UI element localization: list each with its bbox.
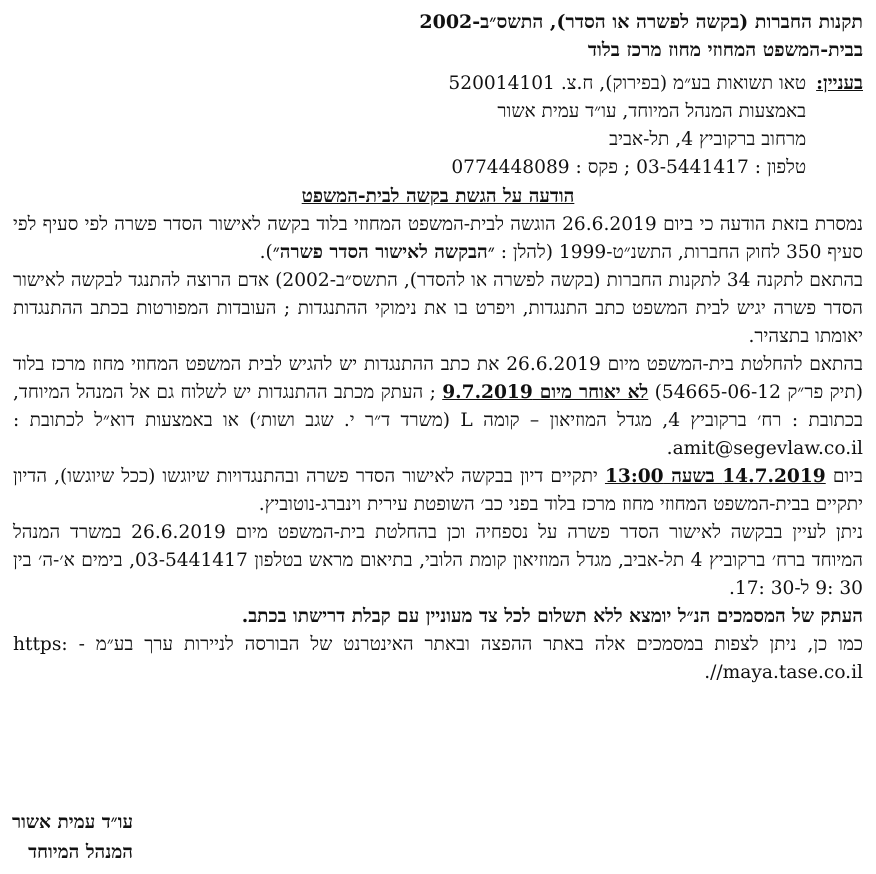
contact-email: amit@segevlaw.co.il bbox=[672, 438, 863, 459]
subject-line-company: טאו תשואות בע״מ (בפירוק), ח.צ. 520014101 bbox=[448, 73, 807, 94]
court-title: בבית-המשפט המחוזי מחוז מרכז בלוד bbox=[587, 39, 863, 61]
paragraph-hearing-text-a: ביום bbox=[825, 466, 864, 487]
paragraph-deadline-end: . bbox=[666, 438, 673, 459]
subject-line-manager: באמצעות המנהל המיוחד, עו״ד עמית אשור bbox=[497, 101, 807, 122]
subject-label: בעניין: bbox=[816, 73, 863, 94]
paragraph-objection: בהתאם לתקנה 34 לתקנות החברות (בקשה לפשרה או להסדר), התשס״ב-2002) אדם הרוצה להתנגד לבקשה לאישור הסדר פשרה יגיש לבית המשפט כתב התנגדות, ויפרט בו את נימוקי ההתנגדות ; העובדות המפורטות בכתב ההתנגדות יאומתו בתצהיר. bbox=[13, 270, 863, 347]
signature bbox=[12, 808, 133, 868]
notice-heading: הודעה על הגשת בקשה לבית-המשפט bbox=[301, 186, 575, 207]
paragraph-website bbox=[13, 631, 863, 687]
maya-url: https: //maya.tase.co.il bbox=[13, 634, 863, 683]
paragraph-deadline bbox=[13, 351, 863, 463]
signature-role: המנהל המיוחד bbox=[28, 842, 133, 863]
paragraph-filing-end: ). bbox=[259, 242, 273, 263]
request-defined-term: ״הבקשה לאישור הסדר פשרה״ bbox=[272, 242, 495, 263]
subject-block bbox=[13, 70, 863, 182]
paragraph-deadline-text-b: ; העתק מכתב ההתנגדות יש לשלוח גם אל המנהל המיוחד, בכתובת : רח׳ ברקוביץ 4, מגדל המוזיאון – קומה L (משרד ד״ר י. שגב ושות׳) או באמצעות דוא״ל לכתובת : bbox=[13, 382, 863, 431]
closing-row bbox=[13, 631, 863, 687]
paragraph-copies: העתק של המסמכים הנ״ל יומצא ללא תשלום לכל צד מעוניין עם קבלת דרישתו בכתב. bbox=[241, 606, 863, 627]
paragraph-deadline-text-a: בהתאם להחלטת בית-המשפט מיום 26.6.2019 את כתב ההתנגדות יש להגיש לבית המשפט המחוזי מחוז מרכז בלוד (תיק פר״ק 54665-06-12) bbox=[13, 354, 864, 403]
paragraph-website-text: כמו כן, ניתן לצפות במסמכים אלה באתר ההפצה ובאתר האינטרנט של הבורסה לניירות ערך בע״מ - bbox=[67, 634, 863, 655]
signature-name: עו״ד עמית אשור bbox=[12, 812, 133, 833]
paragraph-website-end: . bbox=[704, 662, 711, 683]
hearing-date: 14.7.2019 בשעה 13:00 bbox=[604, 466, 826, 487]
paragraph-filing-text: נמסרת בזאת הודעה כי ביום 26.6.2019 הוגשה לבית-המשפט המחוזי בלוד בקשה לאישור הסדר פשרה לפי סעיף לפי סעיף 350 לחוק החברות, התשנ״ט-1999 (להלן : bbox=[13, 214, 863, 263]
regulation-title: תקנות החברות (בקשה לפשרה או הסדר), התשס״ב-2002 bbox=[419, 11, 863, 33]
objection-deadline: לא יאוחר מיום 9.7.2019 bbox=[442, 382, 649, 403]
paragraph-hearing bbox=[13, 463, 863, 519]
subject-lines bbox=[448, 70, 806, 182]
paragraph-filing bbox=[13, 211, 863, 267]
subject-line-phone: טלפון : 03-5441417 ; פקס : 0774448089 bbox=[451, 157, 807, 178]
paragraph-inspection: ניתן לעיין בבקשה לאישור הסדר פשרה על נספחיה וכן בהחלטת בית-המשפט מיום 26.6.2019 במשרד המנהל המיוחד ברח׳ ברקוביץ 4 תל-אביב, מגדל המוזיאון קומת הלובי, בתיאום מראש בטלפון 03-5441417, בימים א׳-ה׳ בין 30 :9 ל-30 :17. bbox=[13, 522, 864, 599]
subject-line-address: מרחוב ברקוביץ 4, תל-אביב bbox=[609, 129, 807, 150]
paragraph-hearing-text-b: יתקיים דיון בבקשה לאישור הסדר פשרה ובהתנגדויות שיוגשו (ככל שיוגשו), הדיון יתקיים בבית-המשפט המחוזי מחוז מרכז בלוד בפני כב׳ השופטת עירית וינברג-נוטוביץ. bbox=[13, 466, 863, 515]
